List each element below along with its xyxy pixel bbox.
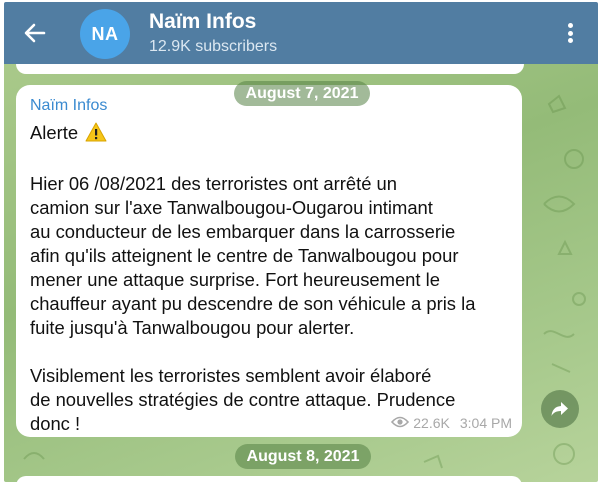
date-separator: August 8, 2021 bbox=[235, 444, 371, 469]
eye-icon bbox=[391, 415, 409, 431]
back-arrow-icon[interactable] bbox=[20, 18, 50, 48]
avatar[interactable]: NA bbox=[80, 9, 130, 59]
post-title: Alerte bbox=[30, 122, 79, 143]
telegram-screen bbox=[4, 2, 598, 482]
post-body-paragraph-1: Hier 06 /08/2021 des terroristes ont arrêté un camion sur l'axe Tanwalbougou-Ougarou intimant au conducteur de les embarquer dans la carrosserie afin qu'ils atteignent le centre de Tanwalbougou pour mener une attaque surprise. Fort heureusement le chauffeur ayant pu descendre de son véhicule a pris la fuite jusqu'à Tanwalbougou pour alerter. bbox=[30, 173, 476, 338]
more-vertical-icon[interactable] bbox=[558, 20, 582, 46]
view-count: 22.6K bbox=[413, 415, 450, 431]
sender-name[interactable]: Naïm Infos bbox=[30, 97, 108, 114]
channel-name[interactable]: Naïm Infos bbox=[149, 10, 257, 33]
previous-message-bubble bbox=[16, 64, 524, 74]
channel-header bbox=[4, 2, 598, 64]
share-icon[interactable] bbox=[541, 390, 579, 428]
post-body-paragraph-2: Visiblement les terroristes semblent avoir élaboré de nouvelles stratégies de contre attaque. Prudence donc ! bbox=[30, 365, 456, 434]
warning-icon bbox=[85, 122, 107, 148]
post-time: 3:04 PM bbox=[459, 415, 512, 431]
post-meta bbox=[391, 415, 512, 431]
date-separator: August 7, 2021 bbox=[234, 81, 370, 106]
next-message-bubble bbox=[16, 476, 522, 482]
chat-area[interactable] bbox=[4, 64, 598, 482]
subscriber-count: 12.9K subscribers bbox=[149, 38, 278, 55]
post-title-line bbox=[30, 121, 508, 148]
channel-post[interactable] bbox=[16, 85, 522, 437]
